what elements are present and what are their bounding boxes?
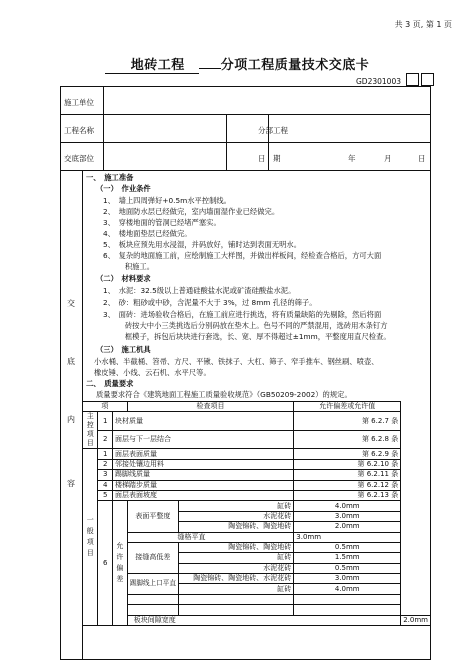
gap-width-label: 板块间隙宽度: [127, 615, 400, 625]
row-no: 5: [98, 490, 113, 500]
deviation-value: 3.0mm: [294, 574, 401, 584]
table-row: [83, 490, 431, 500]
condition-item: 6、 复杂的地面施工前，应绘制施工大样图，并做出样板间，经检查合格后，方可大面: [103, 251, 382, 260]
material-item: 2、 砂：粗砂或中砂，含泥量不大于 3%，过 8mm 孔径的筛子。: [103, 298, 317, 307]
section-1-1-heading: （一） 作业条件: [96, 184, 151, 193]
table-row: [83, 594, 431, 604]
row-no: 4: [98, 480, 113, 490]
row-no: 2: [98, 459, 113, 469]
side-label-3: 内: [67, 415, 75, 424]
deviation-value: 4.0mm: [294, 584, 401, 594]
form-code: GD2301003: [356, 77, 401, 86]
deviation-value: 4.0mm: [294, 501, 401, 511]
day-label: 日: [418, 154, 426, 163]
construction-unit-label: 施工单位: [64, 98, 94, 107]
table-row: [83, 412, 431, 431]
table-row: [83, 615, 431, 625]
header-check-col: 检查项目: [127, 402, 293, 412]
tile-type: 陶瓷锦砖、陶瓷地砖: [178, 542, 293, 552]
row-item: 踢脚线质量: [113, 470, 294, 480]
row-no: 1: [98, 412, 113, 431]
document-title: [0, 54, 474, 74]
tile-type: 缸砖: [178, 553, 293, 563]
tools-line: 橡皮锤、小线、云石机、水平尺等。: [94, 368, 211, 377]
row-value: 第 6.2.13 条: [294, 490, 401, 500]
tile-type: 陶瓷锦砖、陶瓷地砖、水泥花砖: [178, 574, 293, 584]
row-item: 面层表面坡度: [113, 490, 294, 500]
side-label-4: 容: [67, 479, 75, 488]
row-value: 第 6.2.9 条: [294, 449, 401, 459]
section-1-3-heading: （三） 施工机具: [96, 345, 151, 354]
date-label: 日 期: [258, 154, 281, 163]
main-control-label: 主控 项目: [83, 412, 98, 449]
filler-cell: [178, 605, 293, 615]
condition-item: 3、 穿楼地面的管洞已经堵严塞实。: [103, 218, 221, 227]
deviation-value: 1.5mm: [294, 553, 401, 563]
row-value: 第 6.2.12 条: [294, 480, 401, 490]
deviation-value: 0.5mm: [294, 542, 401, 552]
section-1-heading: 一、 施工准备: [86, 173, 134, 182]
deviation-value: 2.0mm: [294, 522, 401, 532]
row-item: 面层表面质量: [113, 449, 294, 459]
page-info: 共 3 页, 第 1 页: [394, 20, 452, 29]
table-header-row: [83, 402, 431, 412]
row-item: 楼梯踏步质量: [113, 480, 294, 490]
row-no: 6: [98, 501, 113, 626]
material-item: 1、 水泥：32.5级以上普通硅酸盐水泥或矿渣硅酸盐水泥。: [103, 286, 296, 295]
tile-type: 水泥花砖: [178, 511, 293, 521]
joint-height-label: 接缝高低差: [127, 542, 178, 573]
table-row: [83, 532, 431, 542]
check-box-1[interactable]: [406, 73, 419, 86]
deviation-value: 2.0mm: [401, 615, 431, 625]
title-project: 地砖工程: [105, 54, 199, 74]
filler-cell: [294, 594, 401, 604]
row-item: 邻接处镶边用料: [113, 459, 294, 469]
table-row: [83, 574, 431, 584]
filler-cell: [178, 594, 293, 604]
material-item: 3、 面砖：进场验收合格后，在施工前应进行挑选，将有质量缺陷的先剔除，然后将面: [103, 310, 382, 319]
section-2-heading: 二、 质量要求: [86, 379, 134, 388]
month-label: 月: [384, 154, 392, 163]
condition-item: 积施工。: [103, 262, 155, 271]
header-item-col: 项: [83, 402, 128, 412]
quality-intro: 质量要求符合《建筑地面工程施工质量验收规范》（GB50209-2002）的规定。: [96, 390, 352, 399]
deviation-value: 3.0mm: [294, 532, 401, 542]
row-item: 块材质量: [113, 412, 294, 431]
deviation-value: 0.5mm: [294, 563, 401, 573]
filler-cell: [127, 594, 178, 604]
allow-deviation-label: 允 许 偏 差: [113, 501, 128, 626]
table-row: [83, 605, 431, 615]
row-item: 面层与下一层结合: [113, 430, 294, 449]
deviation-value: 3.0mm: [294, 511, 401, 521]
condition-item: 4、 楼地面垫层已经做完。: [103, 229, 192, 238]
condition-item: 1、 墙上四周弹好+0.5m水平控制线。: [103, 196, 231, 205]
tile-type: 缸砖: [178, 584, 293, 594]
project-name-label: 工程名称: [64, 126, 94, 135]
table-row: [83, 459, 431, 469]
condition-item: 5、 板块应预先用水浸湿，并码放好，铺时达到表面无明水。: [103, 240, 302, 249]
row-no: 3: [98, 470, 113, 480]
handover-part-label: 交底部位: [64, 154, 94, 163]
table-row: [83, 430, 431, 449]
row-value: 第 6.2.10 条: [294, 459, 401, 469]
filler-cell: [127, 605, 178, 615]
row-value: 第 6.2.7 条: [294, 412, 401, 431]
tile-type: 缸砖: [178, 501, 293, 511]
header-allow-col: 允许偏差或允许值: [294, 402, 401, 412]
table-row: [83, 470, 431, 480]
row-no: 1: [98, 449, 113, 459]
table-row: [83, 449, 431, 459]
check-box-2[interactable]: [421, 73, 434, 86]
title-blank: [199, 68, 221, 69]
table-row: [83, 501, 431, 511]
material-item: 砖按大中小三类挑选后分别码放在垫木上。色号不同的严禁混用，选砖用木条钉方: [103, 321, 388, 330]
year-label: 年: [348, 154, 356, 163]
side-label-2: 底: [67, 357, 75, 366]
flatness-label: 表面平整度: [127, 501, 178, 532]
skirting-label: 踢脚线上口平直: [127, 574, 178, 595]
joint-straight-label: 缝格平直: [127, 532, 293, 542]
tools-line: 小水桶、半截桶、笤帚、方尺、平锹、铁抹子、大杠、筛子、窄手推车、钢丝刷、喷壶、: [94, 357, 379, 366]
row-value: 第 6.2.11 条: [294, 470, 401, 480]
material-item: 框模子，拆包后块块进行套选，长、宽、厚不得超过±1mm，平整度用直尺检查。: [103, 332, 391, 341]
table-row: [83, 480, 431, 490]
general-item-label: 一 般 项 目: [83, 449, 98, 626]
row-no: 2: [98, 430, 113, 449]
quality-table: [82, 401, 431, 626]
sub-project-label: 分部工程: [258, 126, 288, 135]
tile-type: 水泥花砖: [178, 563, 293, 573]
section-1-2-heading: （二） 材料要求: [96, 274, 151, 283]
filler-cell: [294, 605, 401, 615]
tile-type: 陶瓷锦砖、陶瓷地砖: [178, 522, 293, 532]
side-label-1: 交: [67, 299, 75, 308]
row-value: 第 6.2.8 条: [294, 430, 401, 449]
table-row: [83, 542, 431, 552]
condition-item: 2、 地面防水层已经做完，室内墙面湿作业已经做完。: [103, 207, 280, 216]
title-card: 分项工程质量技术交底卡: [220, 58, 370, 73]
